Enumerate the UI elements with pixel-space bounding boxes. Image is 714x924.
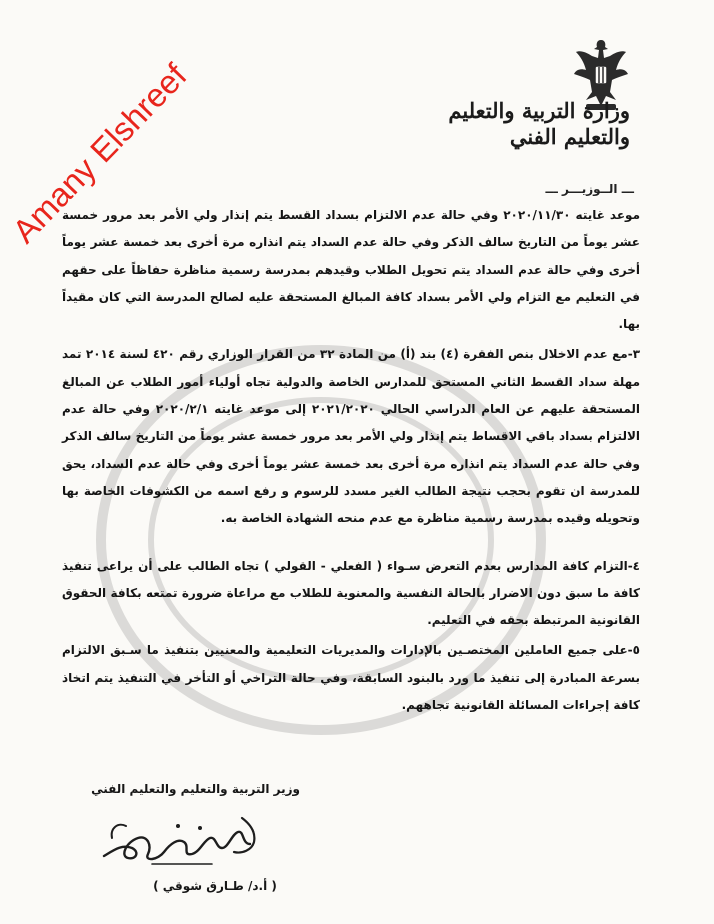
handwritten-signature-icon — [92, 798, 292, 878]
ministry-header — [430, 98, 630, 150]
paragraph-deadline: موعد غايته ٢٠٢٠/١١/٣٠ وفي حالة عدم الالتزام بسداد القسط يتم إنذار ولي الأمر بعد مرور خمسة عشر يوماً من التاريخ سالف الذكر وفي حالة عدم السداد يتم انذاره مرة أخرى بعد خمسة عشر يوماً أخرى وفي حالة عدم السداد يتم تحويل الطلاب وقيدهم بمدرسة رسمية مناظرة حفاظاً على حقهم في التعليم مع التزام ولي الأمر بسداد كافة المبالغ المستحقة عليه لصالح المدرسة التي كان مقيداً بها. — [62, 208, 641, 332]
ministry-name-line1: وزارة التربية والتعليم — [448, 98, 630, 123]
letter-body — [62, 202, 640, 719]
paragraph-item-3: ٣-مع عدم الاخلال بنص الفقرة (٤) بند (أ) من المادة ٣٢ من القرار الوزاري رقم ٤٢٠ لسنة ٢٠١٤ تمد مهلة سداد القسط الثاني المستحق للمدارس الخاصة والدولية تجاه أولياء أمور الطلاب عن المبالغ المستحقة عليهم عن العام الدراسي الحالي ٢٠٢١/٢٠٢٠ إلى موعد غايته ٢٠٢٠/٢/١ وفي حالة عدم الالتزام بسداد باقي الاقساط يتم إنذار ولي الأمر بعد مرور خمسة عشر يوماً من التاريخ سالف الذكر وفي حالة عدم السداد يتم انذاره مرة أخرى بعد خمسة عشر يوماً أخرى وفي حالة عدم السداد، يحق للمدرسة ان تقوم بحجب نتيجة الطالب الغير مسدد للرسوم و رفع اسمه من الكشوفات الخاصة بها وتحويله وقيده بمدرسة رسمية مناظرة مع عدم منحه الشهادة الخاصة به. — [62, 347, 641, 526]
minister-label: ـــ الــوزيـــر ـــ — [545, 182, 634, 196]
paragraph-item-5: ٥-على جميع العاملين المختصـين بالإدارات والمديريات التعليمية والمعنيين بتنفيذ ما سـبق الالتزام بسرعة المبادرة إلى تنفيذ ما ورد بالبنود السابقة، وفي حالة التراخي أو التأخر في التنفيذ يتم اتخاذ كافة إجراءات المسائلة القانونية تجاههم. — [62, 643, 640, 713]
signatory-name: ( أ.د/ طـارق شوقي ) — [153, 879, 277, 893]
signature-block — [88, 782, 348, 912]
ministry-name-line2: والتعليم الفني — [509, 124, 630, 149]
watermark-text: Amany Elshreef — [5, 56, 194, 250]
paragraph-item-4: ٤-التزام كافة المدارس بعدم التعرض سـواء ( الفعلي - القولي ) تجاه الطالب على أن يراعى تنفيذ كافة ما سبق دون الاضرار بالحالة النفسية والمعنوية للطلاب مع مراعاة ضرورة تمتعه بكافة الحقوق القانونية المرتبطة بحقه في التعليم. — [62, 558, 640, 628]
signatory-title: وزير التربية والتعليم والتعليم الفني — [91, 782, 300, 796]
